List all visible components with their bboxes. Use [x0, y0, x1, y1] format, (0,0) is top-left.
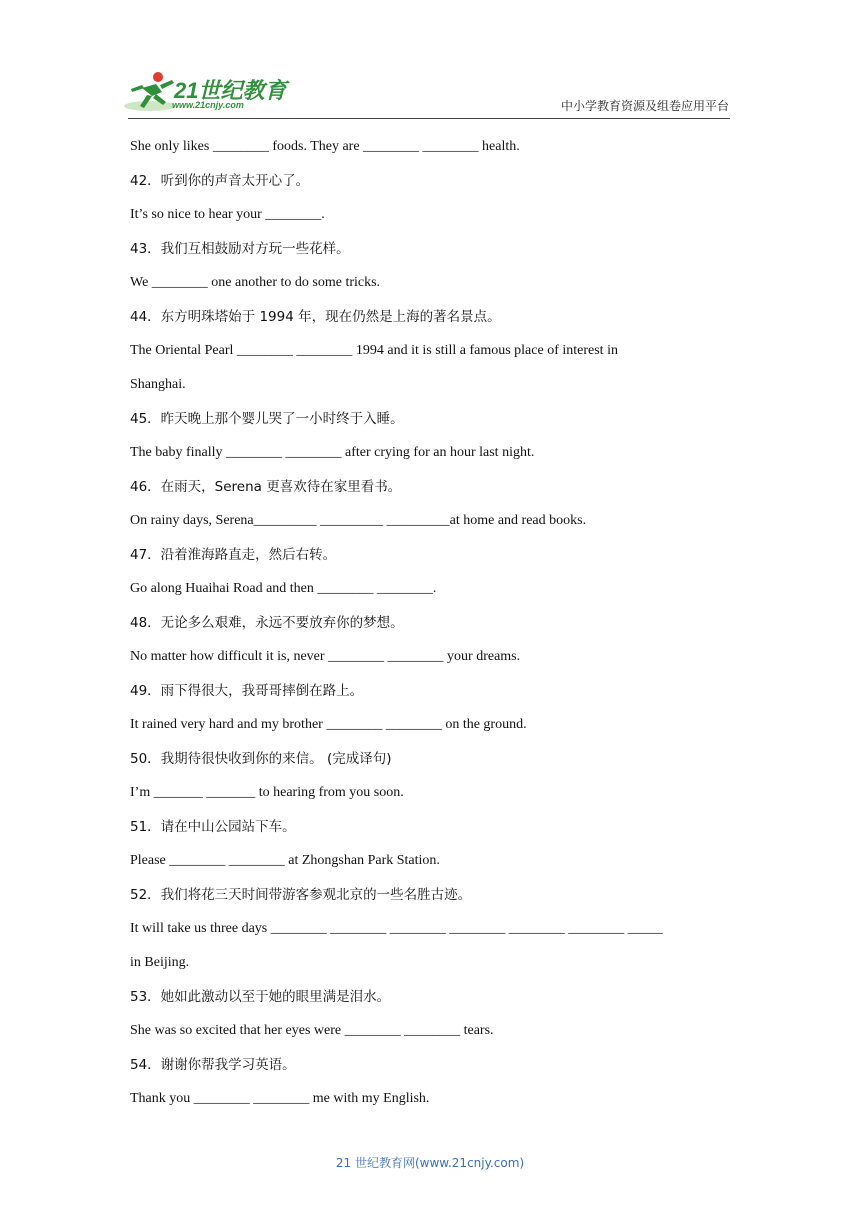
question-prompt: 44．东方明珠塔始于 1994 年，现在仍然是上海的著名景点。 [130, 309, 501, 325]
answer-line: It will take us three days ________ ________ ________ ________ ________ ________ _____ [130, 921, 663, 936]
question-prompt: 48．无论多么艰难，永远不要放弃你的梦想。 [130, 615, 404, 631]
answer-line: The Oriental Pearl ________ ________ 1994 and it is still a famous place of interest in [130, 343, 618, 358]
question-prompt: 45．昨天晚上那个婴儿哭了一小时终于入睡。 [130, 411, 404, 427]
question-prompt: 47．沿着淮海路直走，然后右转。 [130, 547, 337, 563]
logo-text: 21世纪教育 [174, 78, 287, 103]
answer-line: Please ________ ________ at Zhongshan Park Station. [130, 853, 440, 868]
answer-line: She only likes ________ foods. They are ________ ________ health. [130, 139, 520, 154]
question-prompt: 53．她如此激动以至于她的眼里满是泪水。 [130, 989, 391, 1005]
answer-line: No matter how difficult it is, never ________ ________ your dreams. [130, 649, 521, 664]
logo-url-text: www.21cnjy.com [172, 100, 244, 110]
answer-line: in Beijing. [130, 955, 190, 970]
question-prompt: 50．我期待很快收到你的来信。 (完成译句) [130, 751, 392, 767]
answer-line: We ________ one another to do some tricks. [130, 275, 381, 290]
answer-line: Shanghai. [130, 377, 186, 392]
answer-line: On rainy days, Serena_________ _________ _________at home and read books. [130, 513, 587, 528]
answer-line: It rained very hard and my brother ________ ________ on the ground. [130, 717, 527, 732]
answer-line: Thank you ________ ________ me with my English. [130, 1091, 430, 1106]
site-logo [122, 68, 292, 116]
page-footer: 21 世纪教育网(www.21cnjy.com) [335, 1156, 525, 1170]
exercise-content [130, 130, 736, 1116]
answer-line: I’m _______ _______ to hearing from you soon. [130, 785, 404, 800]
question-prompt: 49．雨下得很大，我哥哥摔倒在路上。 [130, 683, 364, 699]
answer-line: Go along Huaihai Road and then ________ ________. [130, 581, 437, 596]
answer-line: She was so excited that her eyes were ________ ________ tears. [130, 1023, 494, 1038]
platform-title: 中小学教育资源及组卷应用平台 [560, 99, 729, 113]
page-header [0, 0, 860, 125]
question-prompt: 52．我们将花三天时间带游客参观北京的一些名胜古迹。 [130, 887, 472, 903]
answer-line: The baby finally ________ ________ after crying for an hour last night. [130, 445, 535, 460]
question-prompt: 46．在雨天，Serena 更喜欢待在家里看书。 [130, 479, 402, 495]
question-prompt: 43．我们互相鼓励对方玩一些花样。 [130, 241, 350, 257]
question-prompt: 42．听到你的声音太开心了。 [130, 173, 310, 189]
runner-logo-icon [122, 68, 178, 116]
question-prompt: 54．谢谢你帮我学习英语。 [130, 1057, 296, 1073]
header-divider [128, 118, 730, 119]
question-prompt: 51．请在中山公园站下车。 [130, 819, 296, 835]
answer-line: It’s so nice to hear your ________. [130, 207, 325, 222]
